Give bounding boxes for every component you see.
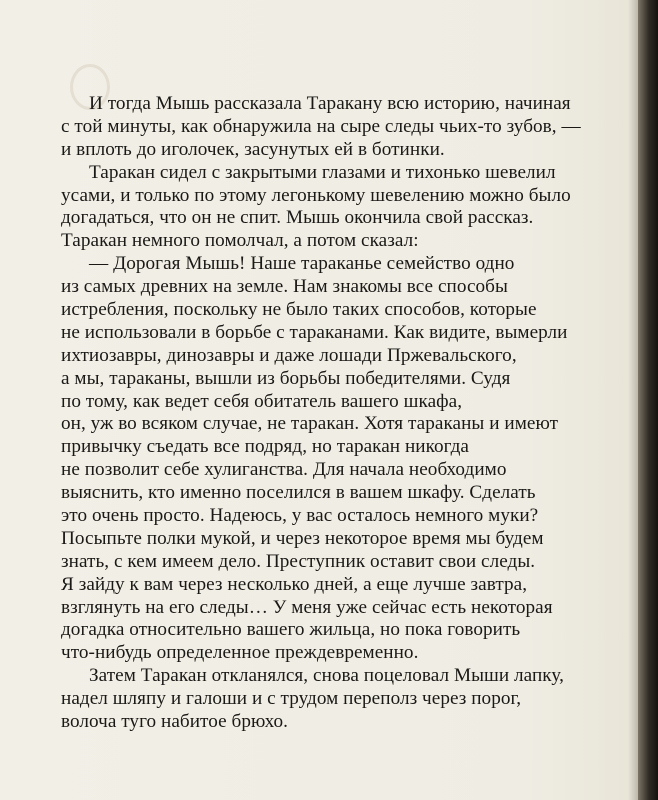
text-line: усами, и только по этому легонькому шевелению можно было — [61, 184, 571, 206]
text-line: догадка относительно вашего жильца, но пока говорить — [61, 619, 521, 641]
text-line: и вплоть до иголочек, засунутых ей в ботинки. — [61, 138, 445, 160]
text-line: Таракан сидел с закрытыми глазами и тихонько шевелил — [89, 161, 556, 183]
page-text — [61, 93, 621, 734]
text-line: не позволит себе хулиганства. Для начала необходимо — [61, 459, 507, 481]
text-line: с той минуты, как обнаружила на сыре следы чьих-то зубов, — — [61, 115, 581, 137]
text-line: истребления, поскольку не было таких способов, которые — [61, 299, 537, 321]
text-line: Я зайду к вам через несколько дней, а еще лучше завтра, — [61, 573, 528, 595]
text-line: знать, с кем имеем дело. Преступник оставит свои следы. — [61, 550, 536, 572]
text-line: И тогда Мышь рассказала Таракану всю историю, начиная — [89, 93, 571, 114]
text-line: из самых древних на земле. Нам знакомы все способы — [61, 276, 508, 298]
text-line: выяснить, кто именно поселился в вашем шкафу. Сделать — [61, 482, 536, 504]
text-line: надел шляпу и галоши и с трудом переполз через порог, — [61, 688, 522, 710]
book-edge — [638, 0, 658, 800]
text-line: он, уж во всяком случае, не таракан. Хотя тараканы и имеют — [61, 413, 559, 435]
text-line: что-нибудь определенное преждевременно. — [61, 642, 419, 664]
text-line: взглянуть на его следы… У меня уже сейчас есть некоторая — [61, 596, 553, 618]
text-line: волоча туго набитое брюхо. — [61, 711, 288, 733]
text-line: Затем Таракан откланялся, снова поцеловал Мыши лапку, — [89, 665, 564, 687]
text-line: Таракан немного помолчал, а потом сказал: — [61, 230, 419, 252]
text-line: Посыпьте полки мукой, и через некоторое время мы будем — [61, 527, 544, 549]
text-line: по тому, как ведет себя обитатель вашего шкафа, — [61, 390, 463, 412]
text-line: — Дорогая Мышь! Наше тараканье семейство одно — [89, 253, 515, 275]
text-line: догадаться, что он не спит. Мышь окончила свой рассказ. — [61, 207, 534, 229]
text-line: ихтиозавры, динозавры и даже лошади Пржевальского, — [61, 344, 517, 366]
text-line: это очень просто. Надеюсь, у вас осталось немного муки? — [61, 505, 539, 527]
text-line: не использовали в борьбе с тараканами. Как видите, вымерли — [61, 321, 568, 343]
text-line: привычку съедать все подряд, но таракан никогда — [61, 436, 469, 458]
page-gutter-shadow — [628, 0, 638, 800]
text-line: а мы, тараканы, вышли из борьбы победителями. Судя — [61, 367, 511, 389]
